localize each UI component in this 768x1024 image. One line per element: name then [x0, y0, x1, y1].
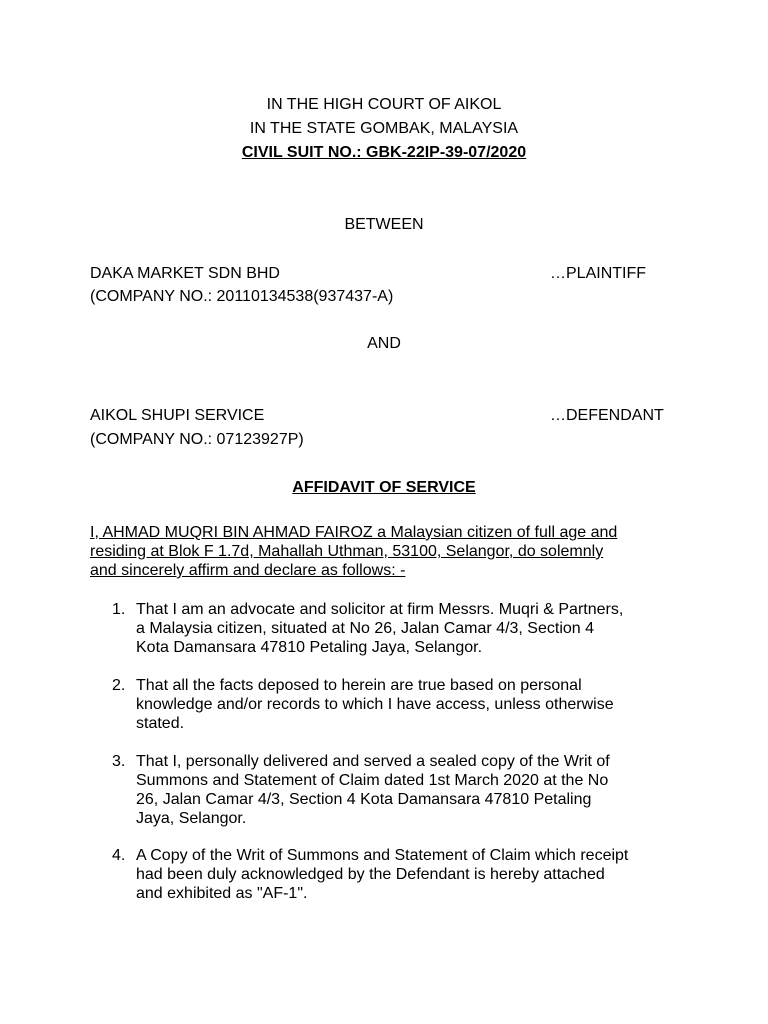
affidavit-title: AFFIDAVIT OF SERVICE: [292, 479, 476, 496]
court-state: IN THE STATE GOMBAK, MALAYSIA: [249, 120, 519, 137]
paragraph-line: and exhibited as "AF-1".: [136, 885, 308, 902]
paragraph-line: Jaya, Selangor.: [136, 810, 247, 827]
paragraph-line: Kota Damansara 47810 Petaling Jaya, Selangor.: [136, 639, 483, 656]
paragraph-number: 3.: [112, 753, 126, 770]
paragraph-line: That I, personally delivered and served a sealed copy of the Writ of: [136, 753, 610, 770]
paragraph-line: Summons and Statement of Claim dated 1st March 2020 at the No: [136, 772, 609, 789]
defendant-company-no: (COMPANY NO.: 07123927P): [90, 431, 304, 448]
paragraph-line: had been duly acknowledged by the Defendant is hereby attached: [136, 866, 605, 883]
between-label: BETWEEN: [344, 216, 424, 233]
paragraph-line: That I am an advocate and solicitor at firm Messrs. Muqri & Partners,: [136, 601, 624, 618]
defendant-role: …DEFENDANT: [550, 407, 664, 424]
court-name: IN THE HIGH COURT OF AIKOL: [266, 96, 502, 113]
paragraph-line: 26, Jalan Camar 4/3, Section 4 Kota Damansara 47810 Petaling: [136, 791, 592, 808]
civil-suit-number: CIVIL SUIT NO.: GBK-22IP-39-07/2020: [241, 144, 527, 161]
paragraph-line: stated.: [136, 715, 185, 732]
plaintiff-company-no: (COMPANY NO.: 20110134538(937437-A): [90, 288, 394, 305]
paragraph-line: a Malaysia citizen, situated at No 26, Jalan Camar 4/3, Section 4: [136, 620, 595, 637]
plaintiff-name: DAKA MARKET SDN BHD: [90, 265, 280, 282]
intro-line: residing at Blok F 1.7d, Mahallah Uthman, 53100, Selangor, do solemnly: [90, 543, 604, 560]
paragraph-line: knowledge and/or records to which I have access, unless otherwise: [136, 696, 614, 713]
plaintiff-role: …PLAINTIFF: [550, 265, 647, 282]
paragraph-number: 2.: [112, 677, 126, 694]
affirmation-intro: [90, 523, 690, 580]
paragraph-number: 1.: [112, 601, 126, 618]
paragraph-line: A Copy of the Writ of Summons and Statement of Claim which receipt: [136, 847, 629, 864]
and-label: AND: [367, 335, 401, 352]
paragraph-line: That all the facts deposed to herein are true based on personal: [136, 677, 582, 694]
intro-line: I, AHMAD MUQRI BIN AHMAD FAIROZ a Malaysian citizen of full age and: [90, 524, 618, 541]
paragraph-number: 4.: [112, 847, 126, 864]
defendant-name: AIKOL SHUPI SERVICE: [90, 407, 265, 424]
intro-line: and sincerely affirm and declare as follows: -: [90, 562, 406, 579]
